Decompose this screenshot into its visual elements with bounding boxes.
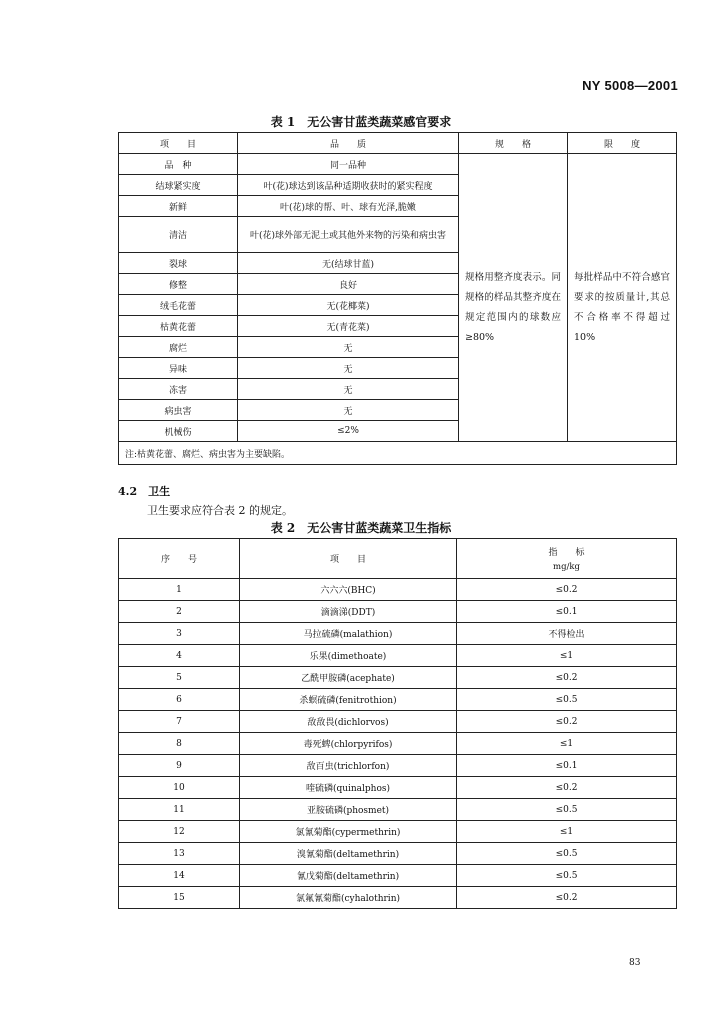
- sensory-requirements-table: [118, 132, 677, 465]
- page-number: 83: [629, 958, 641, 968]
- table-row: [119, 689, 677, 711]
- limit-value-cell: ≤0.2: [457, 579, 677, 601]
- row-number-cell: 4: [119, 645, 240, 667]
- item-cell: 冻害: [119, 379, 238, 400]
- quality-cell: ≤2%: [238, 421, 459, 442]
- item-cell: 结球紧实度: [119, 175, 238, 196]
- pesticide-cell: 乙酰甲胺磷(acephate): [240, 667, 457, 689]
- row-number-cell: 8: [119, 733, 240, 755]
- pesticide-cell: 六六六(BHC): [240, 579, 457, 601]
- hygiene-indices-table: [118, 538, 677, 909]
- header-no: 序 号: [119, 539, 240, 579]
- row-number-cell: 3: [119, 623, 240, 645]
- quality-cell: 叶(花)球外部无泥土或其他外来物的污染和病虫害: [238, 217, 459, 253]
- quality-cell: 无: [238, 358, 459, 379]
- limit-value-cell: 不得检出: [457, 623, 677, 645]
- item-cell: 绒毛花蕾: [119, 295, 238, 316]
- quality-cell: 无: [238, 400, 459, 421]
- item-cell: 裂球: [119, 253, 238, 274]
- table-row: [119, 777, 677, 799]
- pesticide-cell: 乐果(dimethoate): [240, 645, 457, 667]
- table1-caption: 表 1 无公害甘蓝类蔬菜感官要求: [270, 115, 452, 129]
- table-row: [119, 799, 677, 821]
- table-row: [119, 843, 677, 865]
- quality-cell: 无: [238, 379, 459, 400]
- row-number-cell: 7: [119, 711, 240, 733]
- row-number-cell: 14: [119, 865, 240, 887]
- pesticide-cell: 亚胺硫磷(phosmet): [240, 799, 457, 821]
- row-number-cell: 1: [119, 579, 240, 601]
- header-limit: 限 度: [568, 133, 677, 154]
- header-spec: 规 格: [459, 133, 568, 154]
- pesticide-cell: 马拉硫磷(malathion): [240, 623, 457, 645]
- table-row: [119, 645, 677, 667]
- quality-cell: 无(结球甘蓝): [238, 253, 459, 274]
- pesticide-cell: 杀螟硫磷(fenitrothion): [240, 689, 457, 711]
- header-item: 项 目: [240, 539, 457, 579]
- table-row: [119, 865, 677, 887]
- table-row: [119, 623, 677, 645]
- table-row: [119, 887, 677, 909]
- pesticide-cell: 喹硫磷(quinalphos): [240, 777, 457, 799]
- table-row: [119, 755, 677, 777]
- limit-value-cell: ≤1: [457, 733, 677, 755]
- pesticide-cell: 敌百虫(trichlorfon): [240, 755, 457, 777]
- limit-value-cell: ≤1: [457, 645, 677, 667]
- quality-cell: 同一品种: [238, 154, 459, 175]
- pesticide-cell: 滴滴涕(DDT): [240, 601, 457, 623]
- limit-value-cell: ≤0.2: [457, 777, 677, 799]
- table2-caption: 表 2 无公害甘蓝类蔬菜卫生指标: [270, 521, 452, 535]
- table-row: [119, 821, 677, 843]
- quality-cell: 叶(花)球的帮、叶、球有光泽,脆嫩: [238, 196, 459, 217]
- section-title: 4.2 卫生: [118, 485, 171, 498]
- table-row: [119, 601, 677, 623]
- table-row: [119, 733, 677, 755]
- limit-value-cell: ≤0.5: [457, 689, 677, 711]
- quality-cell: 无(花椰菜): [238, 295, 459, 316]
- row-number-cell: 13: [119, 843, 240, 865]
- pesticide-cell: 毒死蜱(chlorpyrifos): [240, 733, 457, 755]
- item-cell: 品 种: [119, 154, 238, 175]
- item-cell: 异味: [119, 358, 238, 379]
- header-unit: mg/kg: [553, 562, 580, 572]
- quality-cell: 叶(花)球达到该品种适期收获时的紧实程度: [238, 175, 459, 196]
- table-row: [119, 154, 677, 175]
- row-number-cell: 10: [119, 777, 240, 799]
- note-row: [119, 442, 677, 465]
- item-cell: 清洁: [119, 217, 238, 253]
- limit-value-cell: ≤0.2: [457, 667, 677, 689]
- table-row: [119, 667, 677, 689]
- table1-header-row: [119, 133, 677, 154]
- quality-cell: 无(青花菜): [238, 316, 459, 337]
- table2-header-row: [119, 539, 677, 579]
- pesticide-cell: 氯氟氰菊酯(cyhalothrin): [240, 887, 457, 909]
- row-number-cell: 11: [119, 799, 240, 821]
- pesticide-cell: 敌敌畏(dichlorvos): [240, 711, 457, 733]
- quality-cell: 良好: [238, 274, 459, 295]
- limit-value-cell: ≤1: [457, 821, 677, 843]
- item-cell: 机械伤: [119, 421, 238, 442]
- limit-value-cell: ≤0.1: [457, 601, 677, 623]
- quality-cell: 无: [238, 337, 459, 358]
- pesticide-cell: 溴氰菊酯(deltamethrin): [240, 843, 457, 865]
- pesticide-cell: 氰戊菊酯(deltamethrin): [240, 865, 457, 887]
- table-row: [119, 579, 677, 601]
- pesticide-cell: 氯氰菊酯(cypermethrin): [240, 821, 457, 843]
- spec-cell: 规格用整齐度表示。同规格的样品其整齐度在规定范围内的球数应≥80%: [459, 154, 568, 442]
- limit-value-cell: ≤0.5: [457, 843, 677, 865]
- item-cell: 修整: [119, 274, 238, 295]
- limit-value-cell: ≤0.5: [457, 865, 677, 887]
- row-number-cell: 5: [119, 667, 240, 689]
- item-cell: 腐烂: [119, 337, 238, 358]
- section-text: 卫生要求应符合表 2 的规定。: [147, 504, 293, 517]
- table-note: 注:枯黄花蕾、腐烂、病虫害为主要缺陷。: [119, 442, 677, 465]
- row-number-cell: 15: [119, 887, 240, 909]
- header-quality: 品 质: [238, 133, 459, 154]
- header-item: 项 目: [119, 133, 238, 154]
- row-number-cell: 12: [119, 821, 240, 843]
- row-number-cell: 6: [119, 689, 240, 711]
- item-cell: 病虫害: [119, 400, 238, 421]
- item-cell: 枯黄花蕾: [119, 316, 238, 337]
- table-row: [119, 711, 677, 733]
- standard-number: NY 5008—2001: [582, 78, 678, 93]
- limit-cell: 每批样品中不符合感官要求的按质量计,其总不合格率不得超过10%: [568, 154, 677, 442]
- header-index: [457, 539, 677, 579]
- limit-value-cell: ≤0.1: [457, 755, 677, 777]
- header-index-label: 指 标: [548, 548, 585, 558]
- limit-value-cell: ≤0.2: [457, 711, 677, 733]
- row-number-cell: 9: [119, 755, 240, 777]
- item-cell: 新鲜: [119, 196, 238, 217]
- row-number-cell: 2: [119, 601, 240, 623]
- limit-value-cell: ≤0.2: [457, 887, 677, 909]
- limit-value-cell: ≤0.5: [457, 799, 677, 821]
